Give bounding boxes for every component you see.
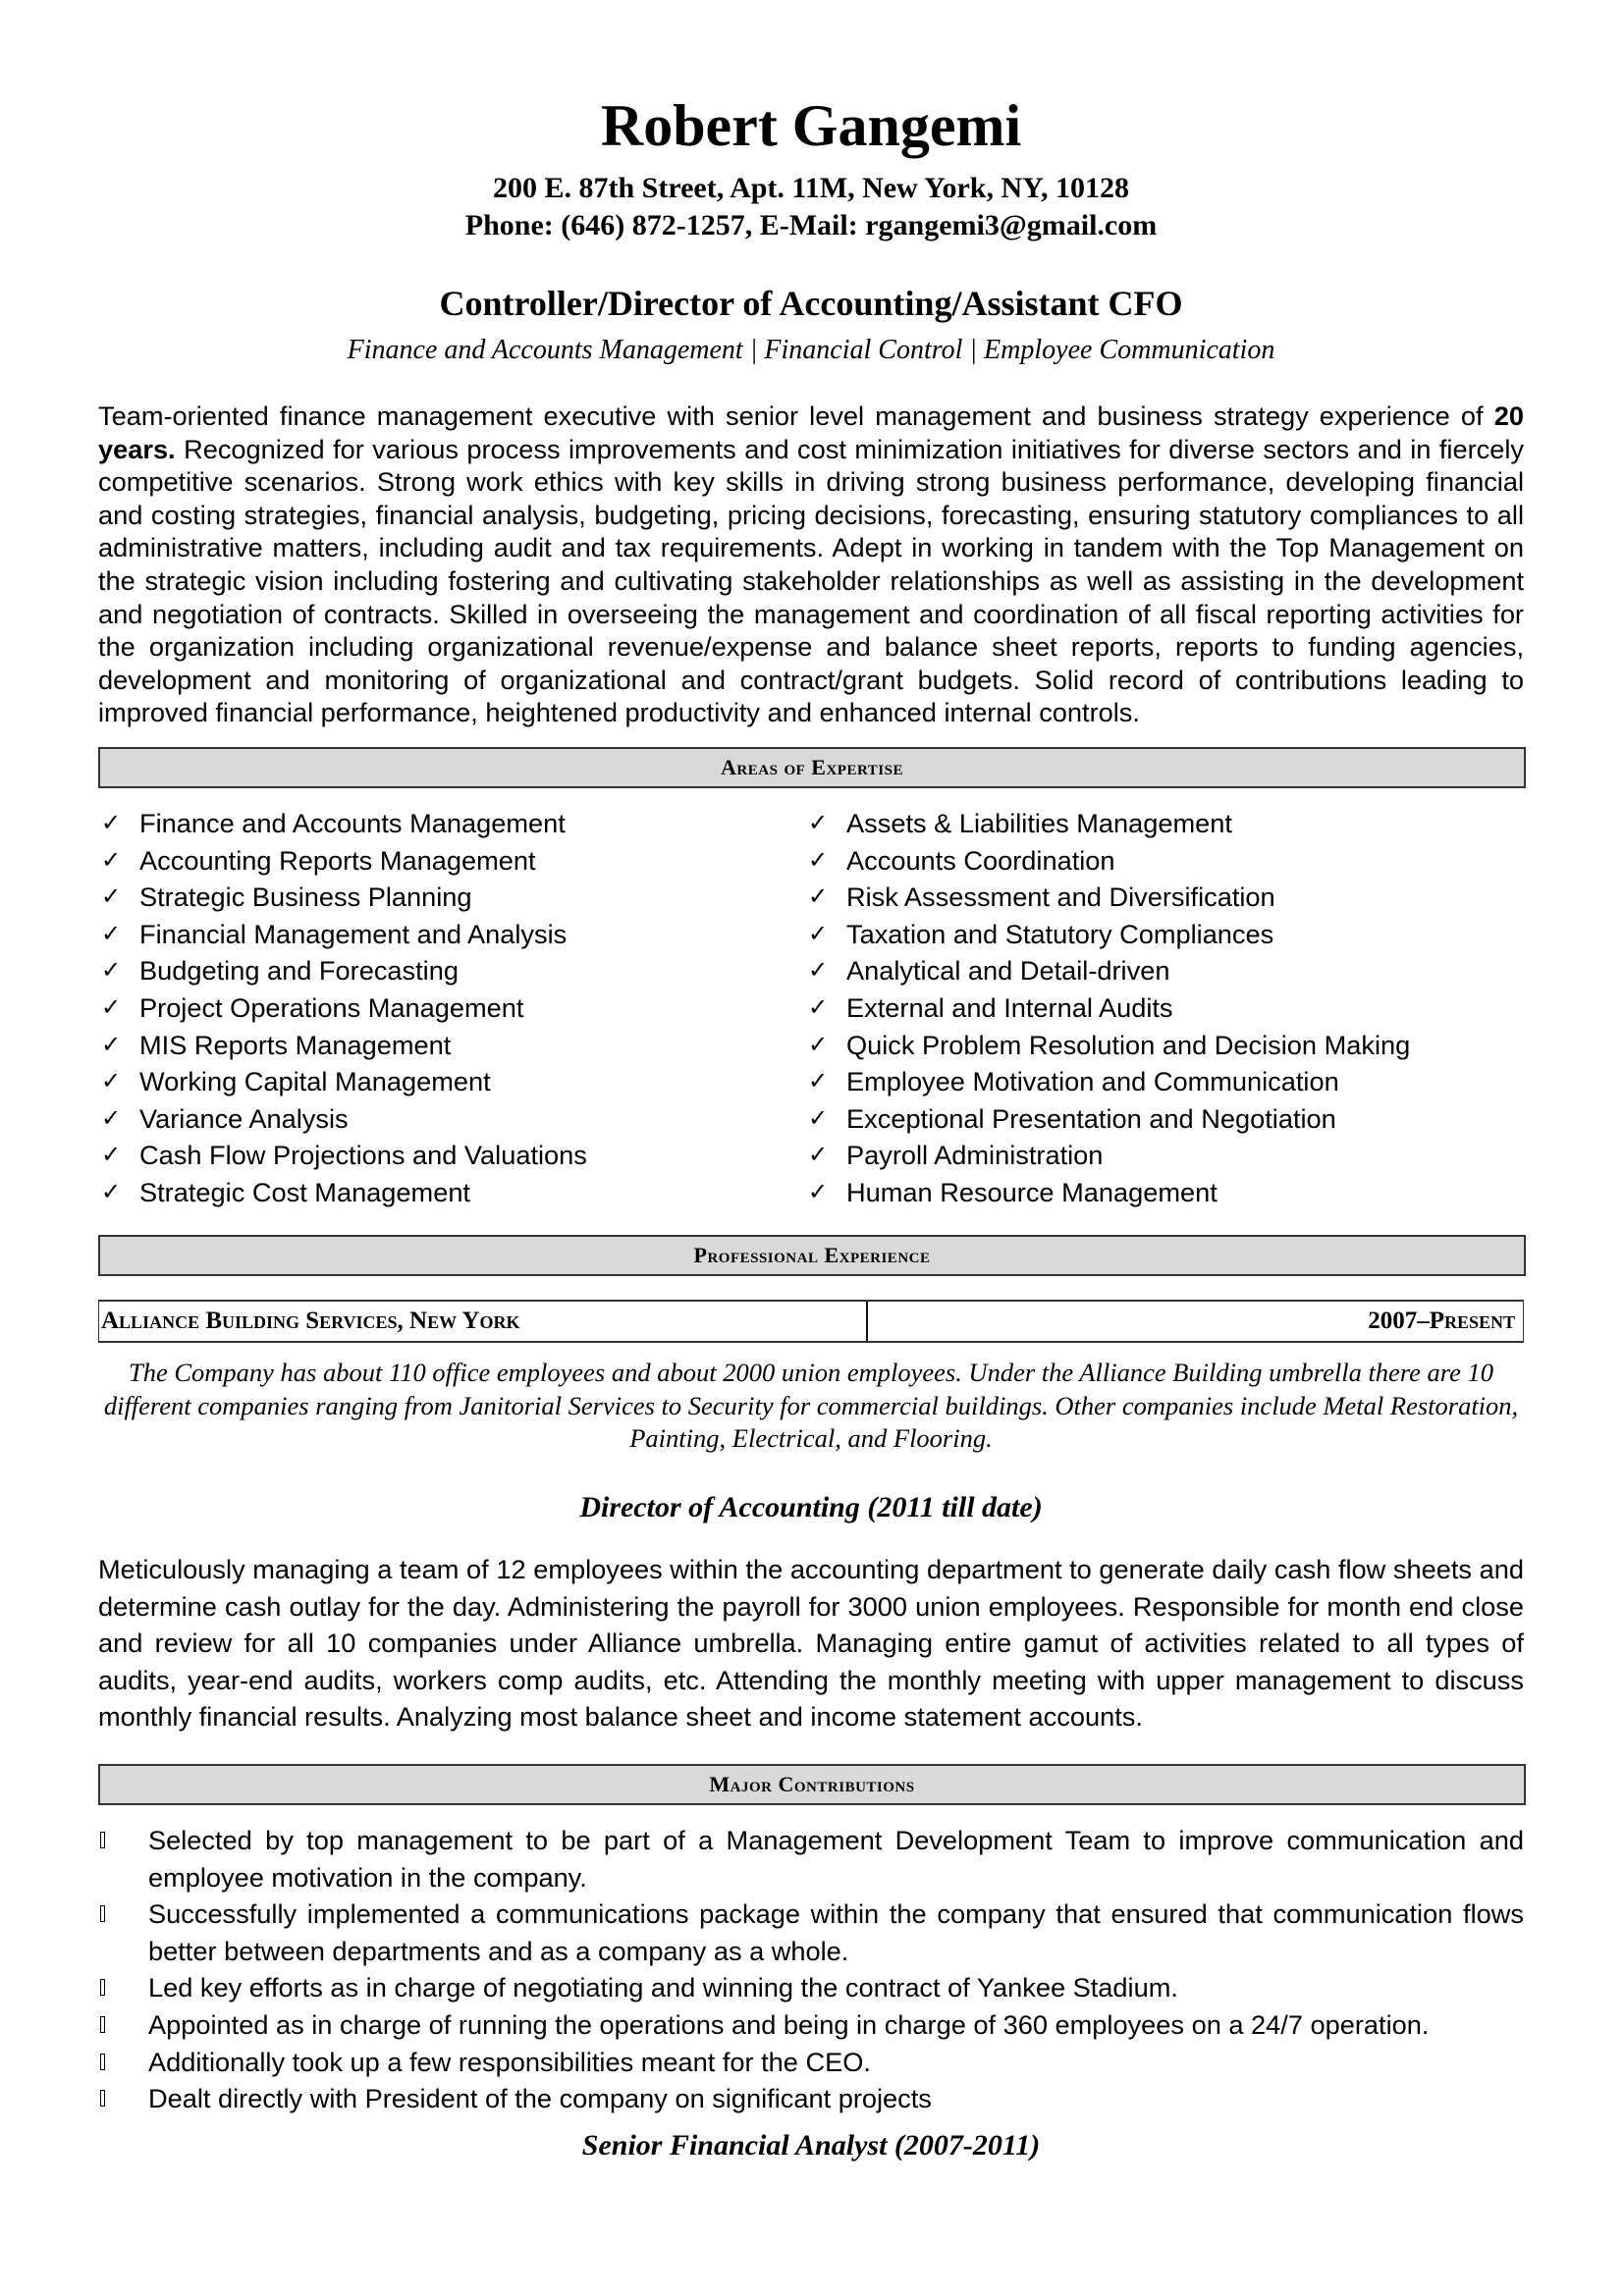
- list-item: Appointed as in charge of running the operations and being in charge of 360 employees on a 24/7 operation.: [98, 2006, 1524, 2044]
- section-banner-expertise: [98, 747, 1526, 788]
- bullet-icon: [100, 1905, 105, 1922]
- bullet-icon: [100, 1979, 105, 1996]
- section-heading: Areas of Expertise: [721, 755, 903, 779]
- checkmark-icon: ✓: [808, 810, 829, 836]
- target-title: Controller/Director of Accounting/Assistant CFO: [439, 284, 1183, 323]
- checkmark-icon: ✓: [101, 1104, 122, 1132]
- list-item: Led key efforts as in charge of negotiating and winning the contract of Yankee Stadium.: [98, 1969, 1524, 2006]
- bullet-icon: [100, 1832, 105, 1848]
- list-item: ✓ Human Resource Management: [808, 1174, 1495, 1211]
- checkmark-icon: ✓: [101, 883, 122, 911]
- checkmark-icon: ✓: [808, 920, 829, 947]
- checkmark-icon: ✓: [808, 1104, 829, 1132]
- company-description: The Company has about 110 office employees and about 2000 union employees. Under the Alliance Building umbrella there are 10 different companies ranging from Janitorial Services to Security for commercial buildings. Other companies include Metal Restoration, Painting, Electrical, and Flooring.: [103, 1358, 1519, 1453]
- list-item: ✓ Payroll Administration: [808, 1137, 1495, 1174]
- list-item: ✓ Taxation and Statutory Compliances: [808, 916, 1495, 953]
- list-item: ✓ Financial Management and Analysis: [101, 916, 788, 953]
- list-item: Additionally took up a few responsibilities meant for the CEO.: [98, 2044, 1524, 2081]
- list-item: ✓ Assets & Liabilities Management: [808, 805, 1495, 842]
- role-description: Meticulously managing a team of 12 employees within the accounting department to generate daily cash flow sheets and determine cash outlay for the day. Administering the payroll for 3000 union employees. Responsible for month end close and review for all 10 companies under Alliance umbrella. Managing entire gamut of activities related to all types of audits, year-end audits, workers comp audits, etc. Attending the monthly meeting with upper management to discuss monthly financial results. Analyzing most balance sheet and income statement accounts.: [98, 1554, 1524, 1733]
- summary-lead: Team-oriented finance management executive with senior level management and business strategy experience of: [98, 400, 1494, 431]
- checkmark-icon: ✓: [101, 993, 122, 1021]
- list-item: ✓ Risk Assessment and Diversification: [808, 879, 1495, 916]
- checkmark-icon: ✓: [101, 920, 122, 947]
- checkmark-icon: ✓: [808, 1068, 829, 1095]
- checkmark-icon: ✓: [808, 1142, 829, 1169]
- checkmark-icon: ✓: [101, 846, 122, 874]
- summary-body: Recognized for various process improvements and cost minimization initiatives for diverse sectors and in fiercely competitive scenarios. Strong work ethics with key skills in driving strong business performance, developing financial and costing strategies, financial analysis, budgeting, pricing decisions, forecasting, ensuring statutory compliances to all administrative matters, including audit and tax requirements. Adept in working in tandem with the Top Management on the strategic vision including fostering and cultivating stakeholder relationships as well as assisting in the development and negotiation of contracts. Skilled in overseeing the management and coordination of all fiscal reporting activities for the organization including organizational revenue/expense and balance sheet reports, reports to funding agencies, development and monitoring of organizational and contract/grant budgets. Solid record of contributions leading to improved financial performance, heightened productivity and enhanced internal controls.: [98, 433, 1524, 728]
- professional-summary: [98, 400, 1524, 729]
- company-name: Alliance Building Services, New York: [99, 1302, 868, 1341]
- list-item: Dealt directly with President of the company on significant projects: [98, 2080, 1524, 2117]
- list-item: ✓ MIS Reports Management: [101, 1027, 788, 1064]
- checkmark-icon: ✓: [808, 957, 829, 985]
- tagline: Finance and Accounts Management | Financial Control | Employee Communication: [347, 335, 1275, 365]
- role-title: Senior Financial Analyst (2007-2011): [581, 2129, 1041, 2162]
- checkmark-icon: ✓: [101, 810, 122, 836]
- list-item: ✓ Cash Flow Projections and Valuations: [101, 1137, 788, 1174]
- list-item: ✓ External and Internal Audits: [808, 989, 1495, 1027]
- list-item: ✓ Strategic Cost Management: [101, 1174, 788, 1211]
- address: 200 E. 87th Street, Apt. 11M, New York, NY, 10128: [492, 172, 1130, 204]
- company-header-table: [98, 1300, 1524, 1343]
- checkmark-icon: ✓: [808, 993, 829, 1021]
- list-item: ✓ Working Capital Management: [101, 1063, 788, 1100]
- checkmark-icon: ✓: [808, 846, 829, 874]
- list-item: Selected by top management to be part of a Management Development Team to improve communication and employee motivation in the company.: [98, 1822, 1524, 1896]
- list-item: Successfully implemented a communications package within the company that ensured that communication flows better between departments and as a company as a whole.: [98, 1896, 1524, 1969]
- list-item: ✓ Accounting Reports Management: [101, 842, 788, 880]
- checkmark-icon: ✓: [101, 1178, 122, 1205]
- expertise-list-right: [808, 805, 1495, 1211]
- expertise-list-left: [101, 805, 788, 1211]
- list-item: ✓ Quick Problem Resolution and Decision Making: [808, 1027, 1495, 1064]
- employment-dates: 2007–Present: [1368, 1308, 1515, 1334]
- checkmark-icon: ✓: [101, 1142, 122, 1169]
- checkmark-icon: ✓: [101, 957, 122, 985]
- summary-years: 20 years.: [98, 400, 1524, 464]
- bullet-icon: [100, 2054, 105, 2070]
- role-title: Director of Accounting (2011 till date): [579, 1491, 1043, 1523]
- list-item: ✓ Variance Analysis: [101, 1100, 788, 1138]
- checkmark-icon: ✓: [101, 1068, 122, 1095]
- checkmark-icon: ✓: [808, 1031, 829, 1058]
- list-item: ✓ Exceptional Presentation and Negotiation: [808, 1100, 1495, 1138]
- section-banner-contributions: [98, 1764, 1526, 1805]
- bullet-icon: [100, 2090, 105, 2107]
- checkmark-icon: ✓: [808, 1178, 829, 1205]
- section-heading: Professional Experience: [693, 1243, 931, 1267]
- checkmark-icon: ✓: [808, 883, 829, 911]
- contact-line: Phone: (646) 872-1257, E-Mail: rgangemi3@gmail.com: [464, 209, 1158, 241]
- list-item: ✓ Employee Motivation and Communication: [808, 1063, 1495, 1100]
- list-item: ✓ Budgeting and Forecasting: [101, 952, 788, 989]
- contributions-list: [98, 1822, 1524, 2117]
- section-heading: Major Contributions: [709, 1772, 915, 1796]
- candidate-name: Robert Gangemi: [600, 93, 1022, 158]
- list-item: ✓ Analytical and Detail-driven: [808, 952, 1495, 989]
- list-item: ✓ Finance and Accounts Management: [101, 805, 788, 842]
- bullet-icon: [100, 2016, 105, 2033]
- list-item: ✓ Project Operations Management: [101, 989, 788, 1027]
- section-banner-experience: [98, 1235, 1526, 1276]
- list-item: ✓ Strategic Business Planning: [101, 879, 788, 916]
- list-item: ✓ Accounts Coordination: [808, 842, 1495, 880]
- checkmark-icon: ✓: [101, 1031, 122, 1058]
